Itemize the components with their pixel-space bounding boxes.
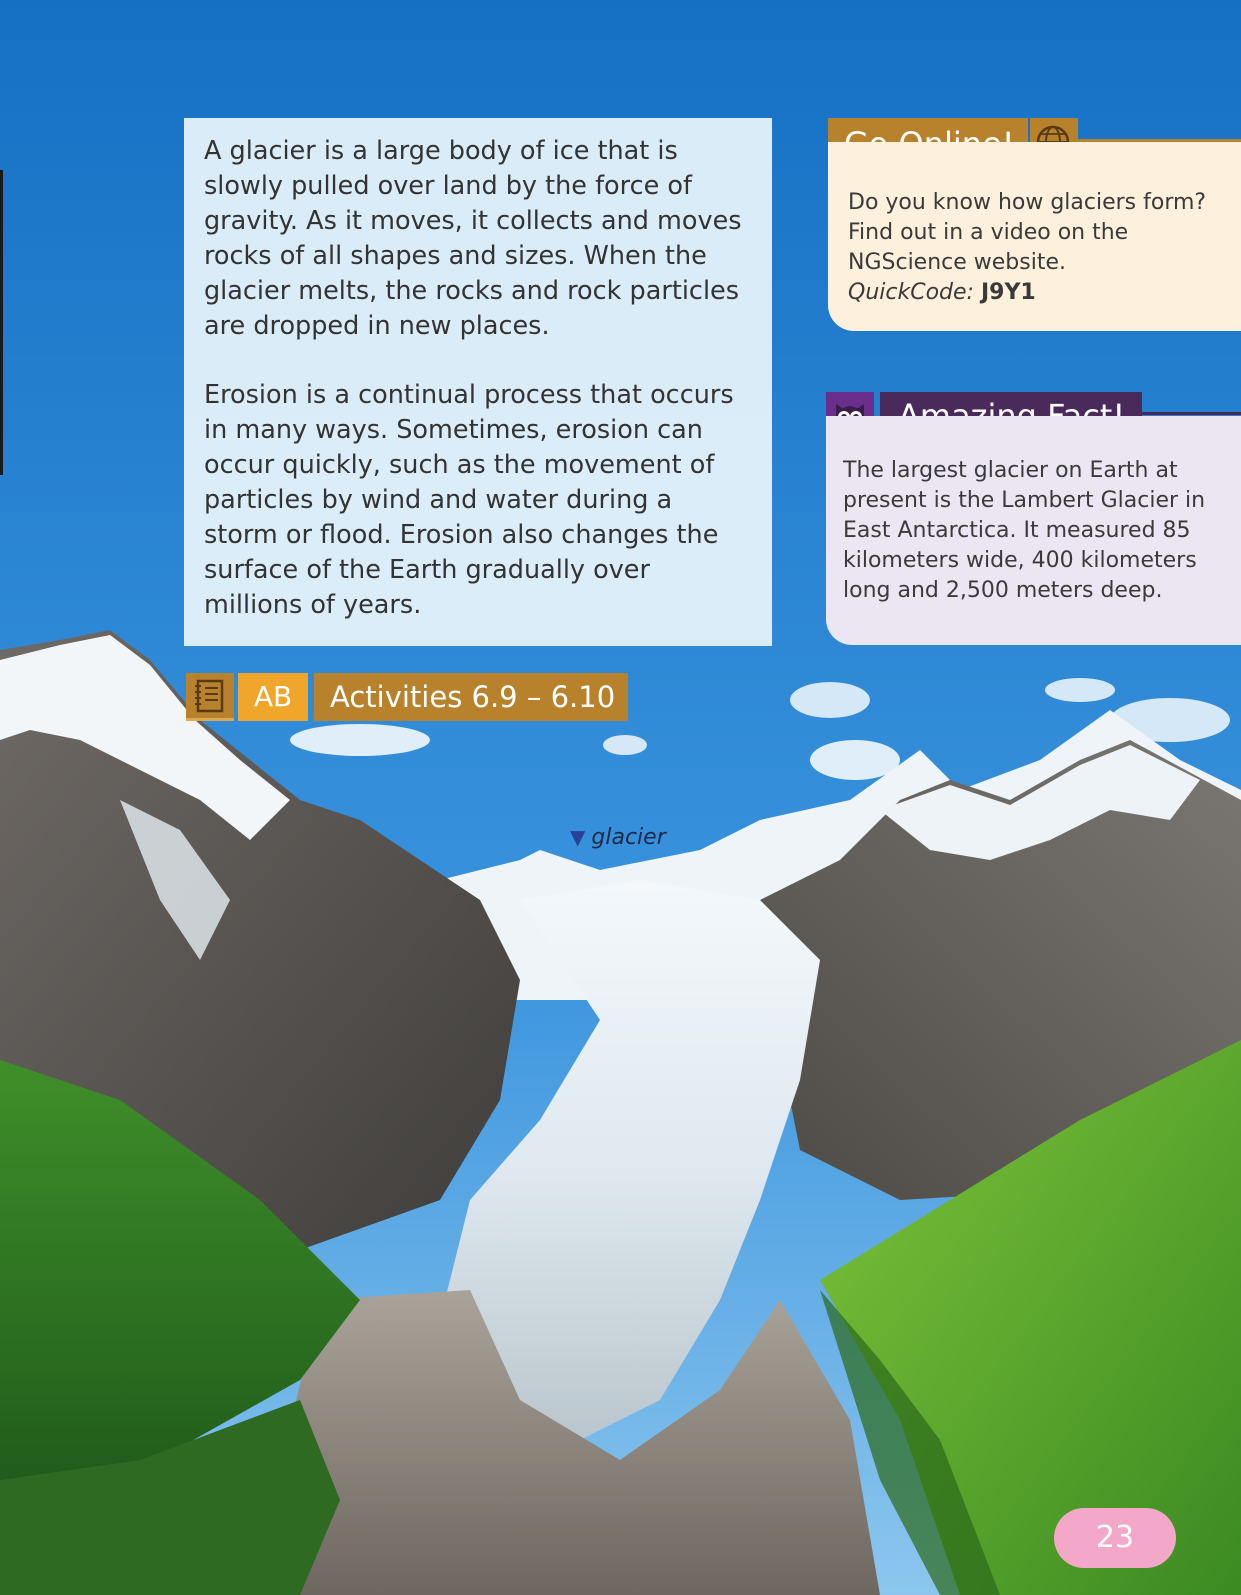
quickcode-value[interactable]: J9Y1: [980, 280, 1036, 305]
erosion-paragraph: Erosion is a continual process that occurs in many ways. Sometimes, erosion can occur quickly, such as the movement of particles by wind and water during a storm or flood. Erosion also changes the surface of the Earth gradually over millions of years.: [204, 380, 734, 620]
quickcode-line: [848, 278, 1231, 308]
down-triangle-icon: ▼: [570, 825, 586, 849]
amazing-fact-box: [826, 416, 1241, 645]
glacier-paragraph: A glacier is a large body of ice that is slowly pulled over land by the force of gravity. As it moves, it collects and moves rocks of all shapes and sizes. When the glacier melts, the rocks and rock particles are dropped in new places.: [204, 136, 742, 341]
quickcode-label: QuickCode:: [848, 280, 974, 305]
ab-label: AB: [238, 673, 308, 721]
amazing-fact-rule: [1142, 412, 1241, 415]
notebook-icon: [186, 673, 234, 721]
photo-caption: [570, 824, 666, 851]
go-online-box: [828, 142, 1241, 331]
activities-label: Activities 6.9 – 6.10: [314, 673, 628, 721]
amazing-fact-text: The largest glacier on Earth at present is the Lambert Glacier in East Antarctica. It measured 85 kilometers wide, 400 kilometers long and 2,500 meters deep.: [843, 458, 1206, 603]
main-text-box: [184, 118, 772, 646]
page-number: 23: [1054, 1508, 1176, 1568]
photo-caption-text: glacier: [591, 825, 666, 850]
go-online-text: Do you know how glaciers form? Find out in a video on the NGScience website.: [848, 190, 1207, 275]
page-edge-mark: [0, 170, 3, 475]
